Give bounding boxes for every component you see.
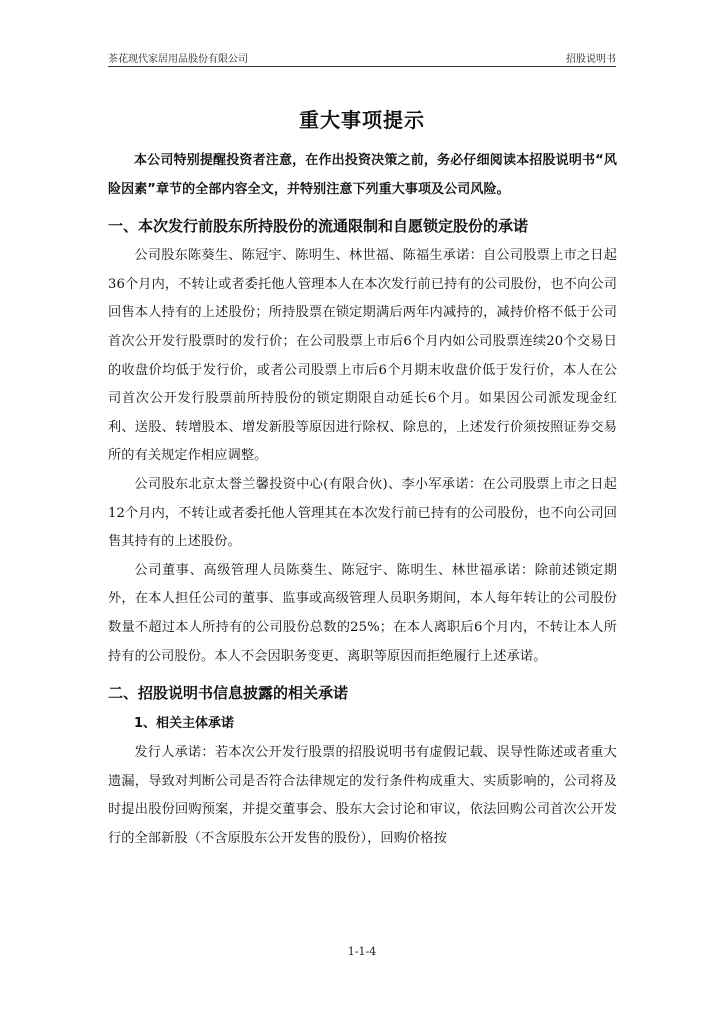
intro-paragraph: 本公司特别提醒投资者注意，在作出投资决策之前，务必仔细阅读本招股说明书“风险因素”章节的全部内容全文，并特别注意下列重大事项及公司风险。: [108, 153, 617, 197]
page-title: 重大事项提示: [299, 108, 425, 132]
section1-paragraph-2: 公司股东北京太誉兰馨投资中心(有限合伙)、李小军承诺：在公司股票上市之日起12个月内，不转让或者委托他人管理其在本次发行前已持有的公司股份，也不向公司回售其持有的上述股份。: [108, 476, 617, 550]
section2-subheading: 1、相关主体承诺: [134, 716, 235, 732]
header-company-name: 茶花现代家居用品股份有限公司: [108, 54, 248, 65]
document-body: [108, 147, 617, 853]
header-doc-type: 招股说明书: [566, 54, 616, 65]
section1-paragraph-3: 公司董事、高级管理人员陈葵生、陈冠宇、陈明生、林世福承诺：除前述锁定期外，在本人担任公司的董事、监事或高级管理人员职务期间，本人每年转让的公司股份数量不超过本人所持有的公司股份总数的25%；在本人离职后6个月内，不转让本人所持有的公司股份。本人不会因职务变更、离职等原因而拒绝履行上述承诺。: [108, 562, 617, 664]
page-header: [108, 50, 616, 66]
section1-paragraph-1: 公司股东陈葵生、陈冠宇、陈明生、林世福、陈福生承诺：自公司股票上市之日起36个月内，不转让或者委托他人管理本人在本次发行前已持有的公司股份，也不向公司回售本人持有的上述股份；所持股票在锁定期满后两年内减持的，减持价格不低于公司首次公开发行股票时的发行价；在公司股票上市后6个月内如公司股票连续20个交易日的收盘价均低于发行价，或者公司股票上市后6个月期末收盘价低于发行价，本人在公司首次公开发行股票前所持股份的锁定期限自动延长6个月。如果因公司派发现金红利、送股、转增股本、增发新股等原因进行除权、除息的，上述发行价须按照证券交易所的有关规定作相应调整。: [108, 248, 617, 464]
section1-heading: 一、本次发行前股东所持股份的流通限制和自愿锁定股份的承诺: [108, 217, 529, 236]
section2-paragraph-1: 发行人承诺：若本次公开发行股票的招股说明书有虚假记载、误导性陈述或者重大遗漏，导致对判断公司是否符合法律规定的发行条件构成重大、实质影响的，公司将及时提出股份回购预案，并提交董事会、股东大会讨论和审议，依法回购公司首次公开发行的全部新股（不含原股东公开发售的股份），回购价格按: [108, 745, 617, 846]
page-number: 1-1-4: [347, 945, 377, 958]
header-divider: [108, 66, 616, 67]
section2-heading: 二、招股说明书信息披露的相关承诺: [108, 684, 349, 703]
